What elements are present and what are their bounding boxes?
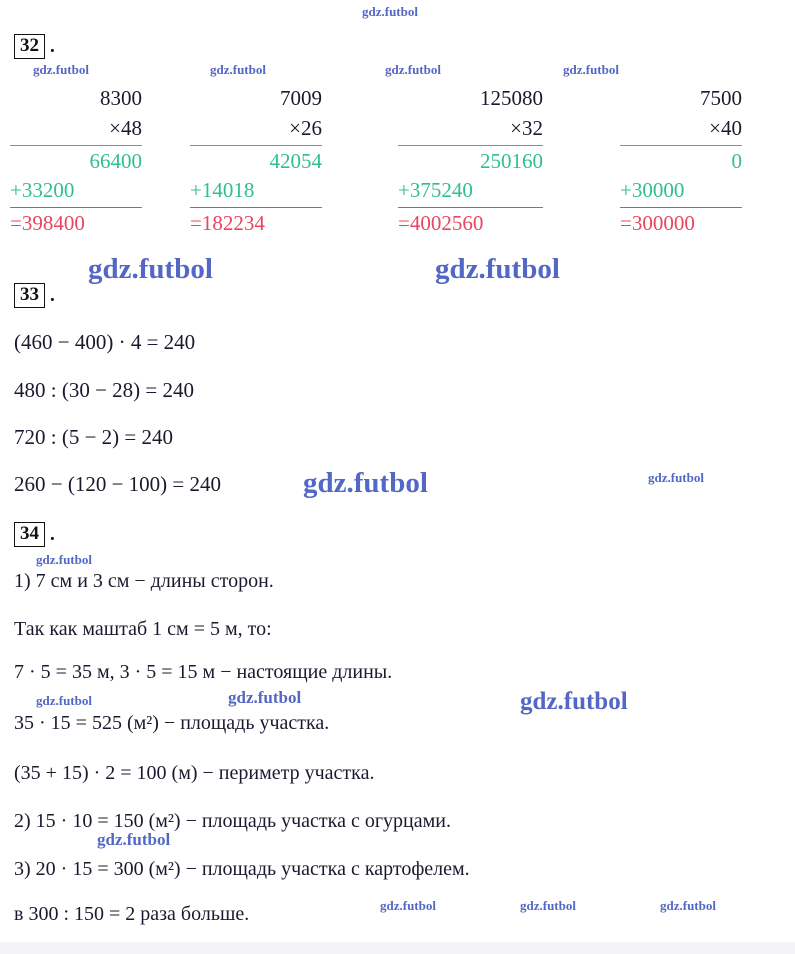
divider-line-total: [190, 207, 322, 208]
watermark-text: gdz.futbol: [648, 470, 704, 485]
column-calc-1: [10, 84, 142, 239]
watermark-text: gdz.futbol: [520, 898, 576, 913]
watermark-text: gdz.futbol: [88, 253, 213, 285]
task-number-32-dot: .: [50, 36, 55, 57]
solution-line: 1) 7 см и 3 см − длины сторон.: [14, 570, 274, 592]
watermark-text: gdz.futbol: [385, 62, 441, 77]
solution-line: 7 · 5 = 35 м, 3 · 5 = 15 м − настоящие длины.: [14, 661, 393, 683]
solution-line: Так как маштаб 1 см = 5 м, то:: [14, 618, 272, 640]
divider-line-total: [620, 207, 742, 208]
task-number-34-dot: .: [50, 524, 55, 545]
operator-multiplier: ×40: [709, 115, 742, 140]
divider-line: [190, 145, 322, 146]
solution-line: 35 · 15 = 525 (м²) − площадь участка.: [14, 712, 330, 734]
solution-line: (35 + 15) · 2 = 100 (м) − периметр участка.: [14, 762, 375, 784]
partial-product-1: 66400: [89, 148, 142, 173]
divider-line-total: [398, 207, 543, 208]
column-calc-2: [190, 84, 322, 239]
divider-line: [620, 145, 742, 146]
total-result: =4002560: [398, 211, 484, 236]
partial-product-1: 0: [731, 148, 742, 173]
divider-line: [10, 145, 142, 146]
partial-product-2: +33200: [10, 178, 75, 203]
watermark-text: gdz.futbol: [33, 62, 89, 77]
partial-product-2: +375240: [398, 178, 473, 203]
equation-line: 480 : (30 − 28) = 240: [14, 378, 195, 402]
watermark-text: gdz.futbol: [36, 693, 92, 708]
watermark-text: gdz.futbol: [380, 898, 436, 913]
operand-1: 7009: [280, 86, 322, 110]
equation-line: 260 − (120 − 100) = 240: [14, 472, 222, 496]
task-number-34: 34: [14, 522, 45, 547]
watermark-text: gdz.futbol: [210, 62, 266, 77]
operator-multiplier: ×48: [109, 115, 142, 140]
operand-1: 8300: [100, 86, 142, 110]
watermark-text: gdz.futbol: [228, 688, 302, 707]
operand-1: 7500: [700, 86, 742, 110]
total-result: =182234: [190, 211, 265, 236]
watermark-text: gdz.futbol: [97, 830, 171, 849]
equation-line: (460 − 400) · 4 = 240: [14, 330, 196, 354]
solution-line: в 300 : 150 = 2 раза больше.: [14, 903, 250, 925]
operator-multiplier: ×26: [289, 115, 322, 140]
watermark-text: gdz.futbol: [563, 62, 619, 77]
watermark-text: gdz.futbol: [36, 552, 92, 567]
divider-line: [398, 145, 543, 146]
column-calc-3: [398, 84, 543, 239]
watermark-text: gdz.futbol: [362, 4, 418, 19]
watermark-text: gdz.futbol: [303, 467, 428, 499]
task-number-32: 32: [14, 34, 45, 59]
partial-product-2: +14018: [190, 178, 255, 203]
task-number-33: 33: [14, 283, 45, 308]
operator-multiplier: ×32: [510, 115, 543, 140]
watermark-text: gdz.futbol: [520, 688, 628, 715]
divider-line-total: [10, 207, 142, 208]
watermark-text: gdz.futbol: [660, 898, 716, 913]
equation-line: 720 : (5 − 2) = 240: [14, 425, 174, 449]
solution-line: 3) 20 · 15 = 300 (м²) − площадь участка с картофелем.: [14, 858, 470, 880]
task-number-33-dot: .: [50, 285, 55, 306]
operand-1: 125080: [480, 86, 543, 110]
watermark-text: gdz.futbol: [435, 253, 560, 285]
partial-product-1: 42054: [269, 148, 322, 173]
page-footer-strip: [0, 942, 795, 954]
total-result: =300000: [620, 211, 695, 236]
solution-line: 2) 15 · 10 = 150 (м²) − площадь участка с огурцами.: [14, 810, 451, 832]
partial-product-2: +30000: [620, 178, 685, 203]
column-calc-4: [620, 84, 742, 239]
total-result: =398400: [10, 211, 85, 236]
partial-product-1: 250160: [480, 148, 543, 173]
